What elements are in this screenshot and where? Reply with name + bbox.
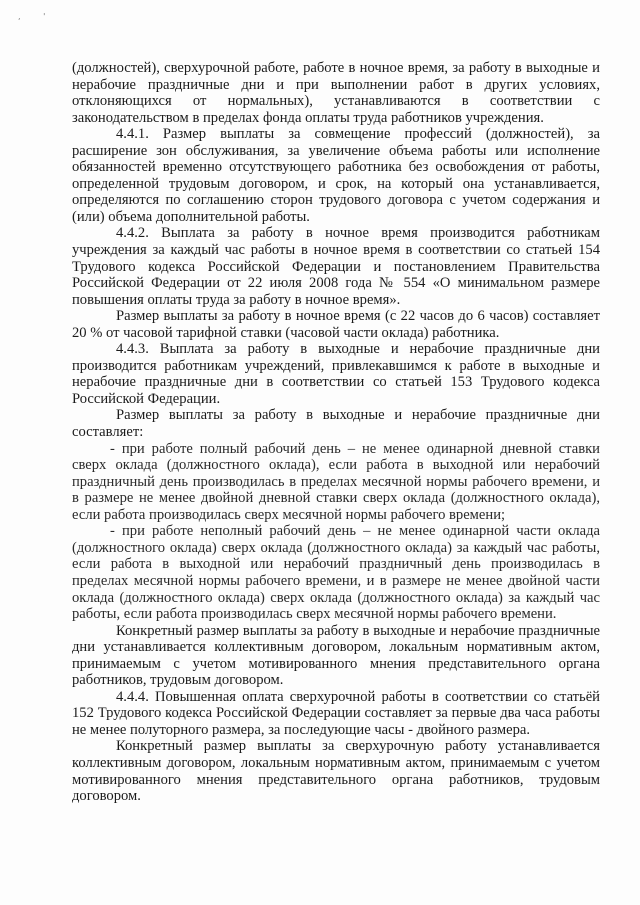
paragraph-4-4-3: 4.4.3. Выплата за работу в выходные и нерабочие праздничные дни производится работникам учреждений, привлекавшимся к работе в выходные и нерабочие праздничные дни в соответствии со статьей 153 Трудового кодекса Российской Федерации. xyxy=(72,341,600,407)
scan-corner-marks: , ' xyxy=(18,12,56,21)
paragraph-holiday-rate-intro: Размер выплаты за работу в выходные и нерабочие праздничные дни составляет: xyxy=(72,407,600,441)
paragraph-continuation: (должностей), сверхурочной работе, работе в ночное время, за работу в выходные и нерабочие праздничные дни и при выполнении работ в других условиях, отклоняющихся от нормальных), устанавливаются в соответствии с законодательством в пределах фонда оплаты труда работников учреждения. xyxy=(72,60,600,126)
document-body xyxy=(72,60,600,805)
paragraph-4-4-4: 4.4.4. Повышенная оплата сверхурочной работы в соответствии со статьёй 152 Трудового кодекса Российской Федерации составляет за первые два часа работы не менее полуторного размера, за последующие часы - двойного размера. xyxy=(72,688,600,738)
list-item-full-day: - при работе полный рабочий день – не менее одинарной дневной ставки сверх оклада (должностного оклада), если работа в выходной или нерабочий праздничный день производилась в пределах месячной нормы рабочего времени, и в размере не менее двойной дневной ставки сверх оклада (должностного оклада), если работа производилась сверх месячной нормы рабочего времени; xyxy=(72,440,600,523)
paragraph-holiday-specific-amount: Конкретный размер выплаты за работу в выходные и нерабочие праздничные дни устанавливается коллективным договором, локальным нормативным актом, принимаемым с учетом мотивированного мнения представительного органа работников, трудовым договором. xyxy=(72,622,600,689)
paragraph-4-4-2: 4.4.2. Выплата за работу в ночное время производится работникам учреждения за каждый час работы в ночное время в соответствии со статьей 154 Трудового кодекса Российской Федерации и постановлением Правительства Российской Федерации от 22 июля 2008 года № 554 «О минимальном размере повышения оплаты труда за работу в ночное время». xyxy=(72,225,600,308)
paragraph-night-rate: Размер выплаты за работу в ночное время (с 22 часов до 6 часов) составляет 20 % от часовой тарифной ставки (часовой части оклада) работника. xyxy=(72,308,600,341)
paragraph-overtime-specific-amount: Конкретный размер выплаты за сверхурочную работу устанавливается коллективным договором, локальным нормативным актом, принимаемым с учетом мотивированного мнения представительного органа работников, трудовым договором. xyxy=(72,738,600,805)
list-item-partial-day: - при работе неполный рабочий день – не менее одинарной части оклада (должностного оклада) сверх оклада (должностного оклада) за каждый час работы, если работа в выходной или нерабочий праздничный день производилась в пределах месячной нормы рабочего времени, и в размере не менее двойной части оклада (должностного оклада) сверх оклада (должностного оклада) за каждый час работы, если работа производилась сверх месячной нормы рабочего времени. xyxy=(72,523,600,623)
paragraph-4-4-1: 4.4.1. Размер выплаты за совмещение профессий (должностей), за расширение зон обслуживания, за увеличение объема работы или исполнение обязанностей временно отсутствующего работника без освобождения от работы, определенной трудовым договором, и срок, на который она устанавливается, определяются по соглашению сторон трудового договора с учетом содержания и (или) объема дополнительной работы. xyxy=(72,126,600,225)
